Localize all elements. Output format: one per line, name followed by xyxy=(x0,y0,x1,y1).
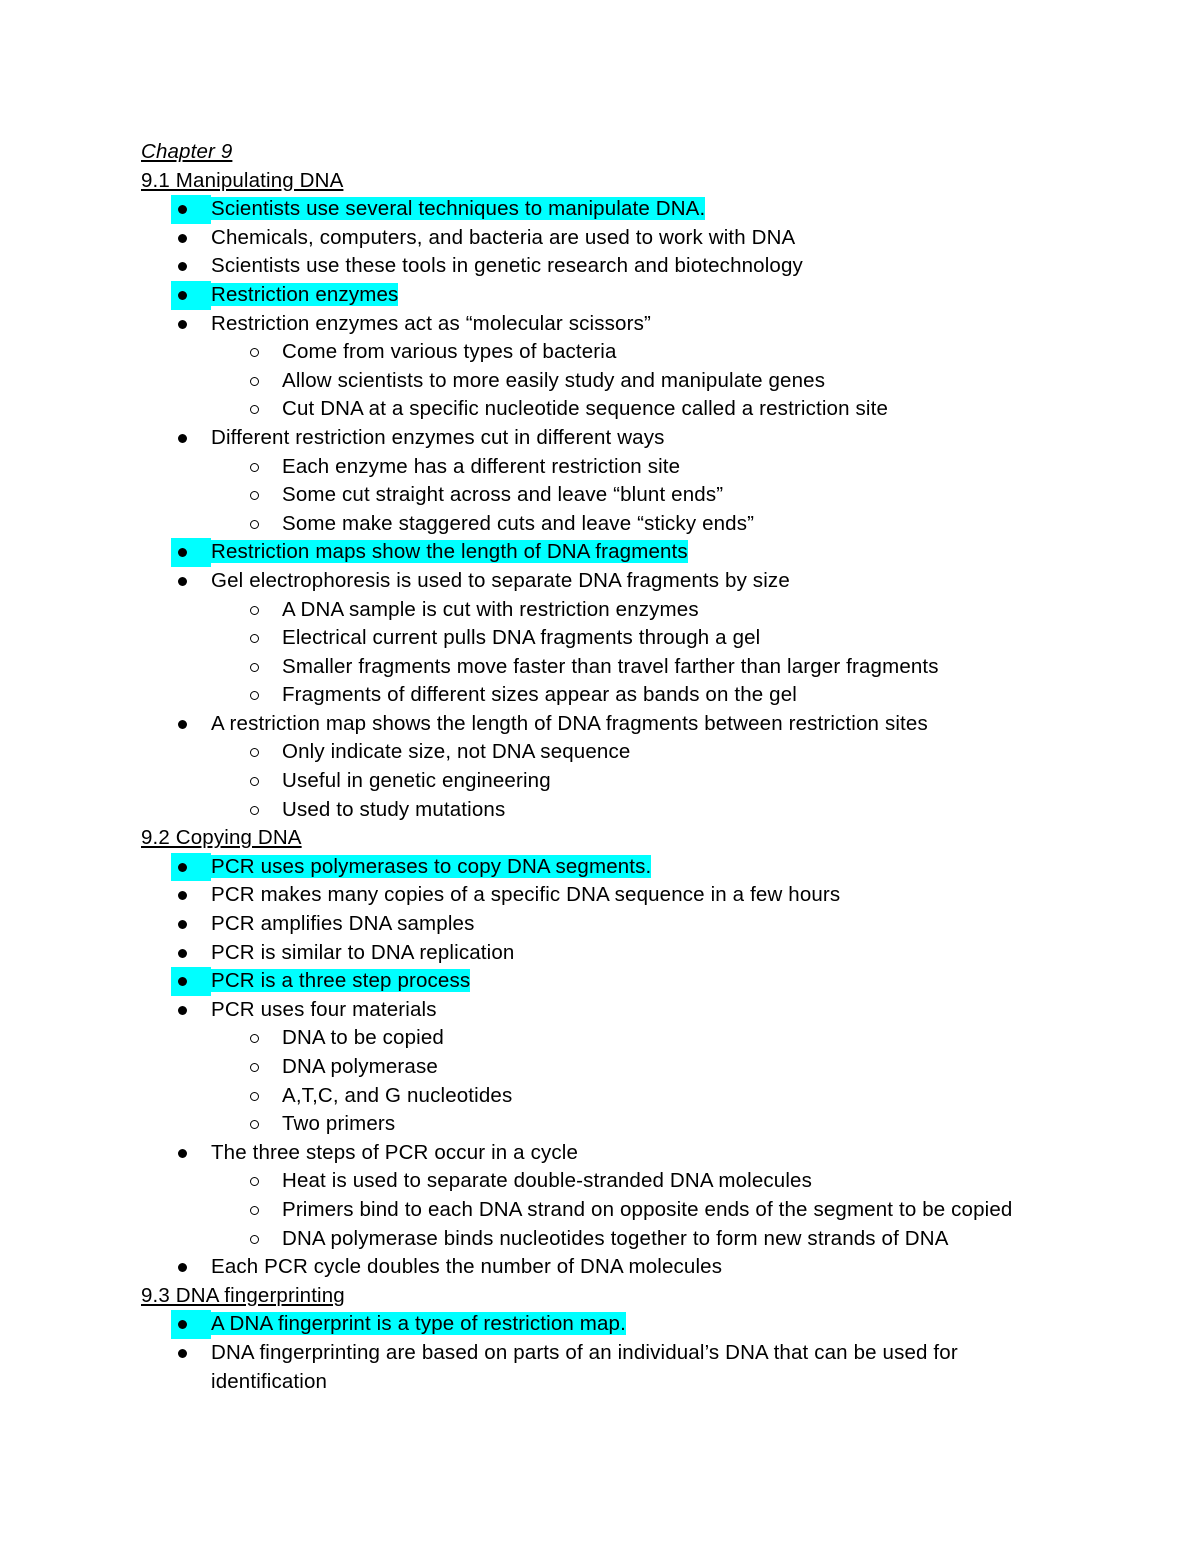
sub-list-item xyxy=(282,738,1071,767)
hollow-bullet-icon xyxy=(250,1177,259,1186)
sub-item-text: DNA polymerase xyxy=(282,1055,438,1078)
highlighted-item-text: Scientists use several techniques to manipulate DNA. xyxy=(211,197,706,221)
item-text: The three steps of PCR occur in a cycle xyxy=(211,1140,579,1164)
item-text: Different restriction enzymes cut in different ways xyxy=(211,425,665,449)
bullet-list xyxy=(141,853,1071,1282)
hollow-bullet-icon xyxy=(250,691,259,700)
hollow-bullet-icon xyxy=(250,491,259,500)
item-text: Chemicals, computers, and bacteria are used to work with DNA xyxy=(211,225,796,249)
hollow-bullet-icon xyxy=(250,1063,259,1072)
hollow-bullet-icon xyxy=(250,1235,259,1244)
item-text: PCR is similar to DNA replication xyxy=(211,940,515,964)
highlighted-item-text: PCR is a three step process xyxy=(211,969,471,993)
sub-list-item xyxy=(282,681,1071,710)
hollow-bullet-icon xyxy=(250,1034,259,1043)
sub-list-item xyxy=(282,1225,1071,1254)
sub-list-item xyxy=(282,338,1071,367)
sub-item-text: Two primers xyxy=(282,1112,396,1136)
filled-bullet-icon xyxy=(178,434,187,443)
filled-bullet-icon xyxy=(178,577,187,586)
list-item xyxy=(211,910,1071,939)
list-item xyxy=(211,424,1071,538)
section-heading: 9.1 Manipulating DNA xyxy=(141,168,344,192)
filled-bullet-icon xyxy=(178,720,187,729)
sub-list-item xyxy=(282,453,1071,482)
filled-bullet-icon xyxy=(178,262,187,271)
list-item xyxy=(211,1139,1071,1253)
hollow-bullet-icon xyxy=(250,1206,259,1215)
sub-bullet-list xyxy=(211,453,1071,539)
item-text: PCR amplifies DNA samples xyxy=(211,912,475,936)
sub-list-item xyxy=(282,481,1071,510)
list-item xyxy=(211,1339,1071,1396)
highlight-mark xyxy=(171,1310,211,1339)
sub-list-item xyxy=(282,653,1071,682)
hollow-bullet-icon xyxy=(250,463,259,472)
list-item xyxy=(211,538,1071,567)
filled-bullet-icon xyxy=(178,891,187,900)
sub-item-text: Come from various types of bacteria xyxy=(282,340,617,364)
filled-bullet-icon xyxy=(178,234,187,243)
sub-list-item xyxy=(282,1082,1071,1111)
sub-item-text: Some make staggered cuts and leave “sticky ends” xyxy=(282,511,755,535)
sub-item-text: Electrical current pulls DNA fragments through a gel xyxy=(282,626,761,650)
filled-bullet-icon xyxy=(178,863,187,872)
sub-item-text: Some cut straight across and leave “blunt ends” xyxy=(282,483,724,507)
chapter-title: Chapter 9 xyxy=(141,140,233,163)
sub-item-text: DNA polymerase binds nucleotides together to form new strands of DNA xyxy=(282,1226,949,1250)
list-item xyxy=(211,939,1071,968)
highlighted-item-text: Restriction enzymes xyxy=(211,282,399,306)
list-item xyxy=(211,281,1071,310)
sub-list-item xyxy=(282,1196,1071,1225)
bullet-list xyxy=(141,195,1071,824)
highlighted-item-text: Restriction maps show the length of DNA fragments xyxy=(211,540,688,564)
sub-bullet-list xyxy=(211,1167,1071,1253)
hollow-bullet-icon xyxy=(250,663,259,672)
sub-item-text: Useful in genetic engineering xyxy=(282,769,551,793)
hollow-bullet-icon xyxy=(250,777,259,786)
bullet-list xyxy=(141,1310,1071,1396)
sections-container xyxy=(141,167,1071,1397)
sub-item-text: Heat is used to separate double-stranded DNA molecules xyxy=(282,1169,813,1193)
item-text: PCR makes many copies of a specific DNA sequence in a few hours xyxy=(211,883,841,907)
section-heading: 9.3 DNA fingerprinting xyxy=(141,1283,345,1307)
filled-bullet-icon xyxy=(178,1006,187,1015)
item-text: PCR uses four materials xyxy=(211,997,437,1021)
sub-list-item xyxy=(282,624,1071,653)
highlight-mark xyxy=(171,853,211,882)
sub-item-text: Primers bind to each DNA strand on opposite ends of the segment to be copied xyxy=(282,1197,1013,1221)
sub-list-item xyxy=(282,395,1071,424)
list-item xyxy=(211,252,1071,281)
sub-item-text: Only indicate size, not DNA sequence xyxy=(282,740,631,764)
highlight-mark xyxy=(171,538,211,567)
list-item xyxy=(211,567,1071,710)
sub-list-item xyxy=(282,510,1071,539)
section-heading: 9.2 Copying DNA xyxy=(141,826,302,850)
list-item xyxy=(211,996,1071,1139)
item-text: Restriction enzymes act as “molecular scissors” xyxy=(211,311,651,335)
hollow-bullet-icon xyxy=(250,377,259,386)
hollow-bullet-icon xyxy=(250,405,259,414)
item-text: DNA fingerprinting are based on parts of an individual’s DNA that can be used for identification xyxy=(211,1340,958,1393)
sub-item-text: Cut DNA at a specific nucleotide sequence called a restriction site xyxy=(282,397,889,421)
list-item xyxy=(211,310,1071,424)
highlight-mark xyxy=(171,281,211,310)
list-item xyxy=(211,881,1071,910)
hollow-bullet-icon xyxy=(250,1120,259,1129)
sub-item-text: Allow scientists to more easily study and manipulate genes xyxy=(282,368,826,392)
sub-item-text: Smaller fragments move faster than travel farther than larger fragments xyxy=(282,654,939,678)
sub-list-item xyxy=(282,1024,1071,1053)
sub-item-text: Each enzyme has a different restriction site xyxy=(282,454,681,478)
filled-bullet-icon xyxy=(178,320,187,329)
sub-bullet-list xyxy=(211,738,1071,824)
filled-bullet-icon xyxy=(178,291,187,300)
item-text: Each PCR cycle doubles the number of DNA molecules xyxy=(211,1255,723,1279)
filled-bullet-icon xyxy=(178,920,187,929)
filled-bullet-icon xyxy=(178,1349,187,1358)
list-item xyxy=(211,1310,1071,1339)
sub-item-text: Used to study mutations xyxy=(282,797,506,821)
hollow-bullet-icon xyxy=(250,606,259,615)
hollow-bullet-icon xyxy=(250,520,259,529)
item-text: Scientists use these tools in genetic research and biotechnology xyxy=(211,254,803,278)
sub-list-item xyxy=(282,367,1071,396)
list-item xyxy=(211,195,1071,224)
highlighted-item-text: PCR uses polymerases to copy DNA segments. xyxy=(211,854,652,878)
sub-list-item xyxy=(282,1053,1071,1082)
list-item xyxy=(211,1253,1071,1282)
highlight-mark xyxy=(171,195,211,224)
highlighted-item-text: A DNA fingerprint is a type of restriction map. xyxy=(211,1312,626,1336)
hollow-bullet-icon xyxy=(250,348,259,357)
item-text: Gel electrophoresis is used to separate DNA fragments by size xyxy=(211,568,790,592)
hollow-bullet-icon xyxy=(250,806,259,815)
sub-item-text: DNA to be copied xyxy=(282,1026,444,1050)
list-item xyxy=(211,853,1071,882)
sub-bullet-list xyxy=(211,1024,1071,1138)
sub-list-item xyxy=(282,1110,1071,1139)
hollow-bullet-icon xyxy=(250,748,259,757)
document-body xyxy=(141,138,1071,1396)
list-item xyxy=(211,710,1071,824)
sub-list-item xyxy=(282,1167,1071,1196)
item-text: A restriction map shows the length of DNA fragments between restriction sites xyxy=(211,711,928,735)
filled-bullet-icon xyxy=(178,1263,187,1272)
sub-bullet-list xyxy=(211,596,1071,710)
sub-list-item xyxy=(282,767,1071,796)
sub-bullet-list xyxy=(211,338,1071,424)
highlight-mark xyxy=(171,967,211,996)
sub-item-text: A DNA sample is cut with restriction enzymes xyxy=(282,597,699,621)
filled-bullet-icon xyxy=(178,949,187,958)
sub-item-text: Fragments of different sizes appear as bands on the gel xyxy=(282,683,797,707)
sub-list-item xyxy=(282,796,1071,825)
hollow-bullet-icon xyxy=(250,1092,259,1101)
sub-item-text: A,T,C, and G nucleotides xyxy=(282,1083,513,1107)
list-item xyxy=(211,224,1071,253)
hollow-bullet-icon xyxy=(250,634,259,643)
sub-list-item xyxy=(282,596,1071,625)
list-item xyxy=(211,967,1071,996)
filled-bullet-icon xyxy=(178,1149,187,1158)
